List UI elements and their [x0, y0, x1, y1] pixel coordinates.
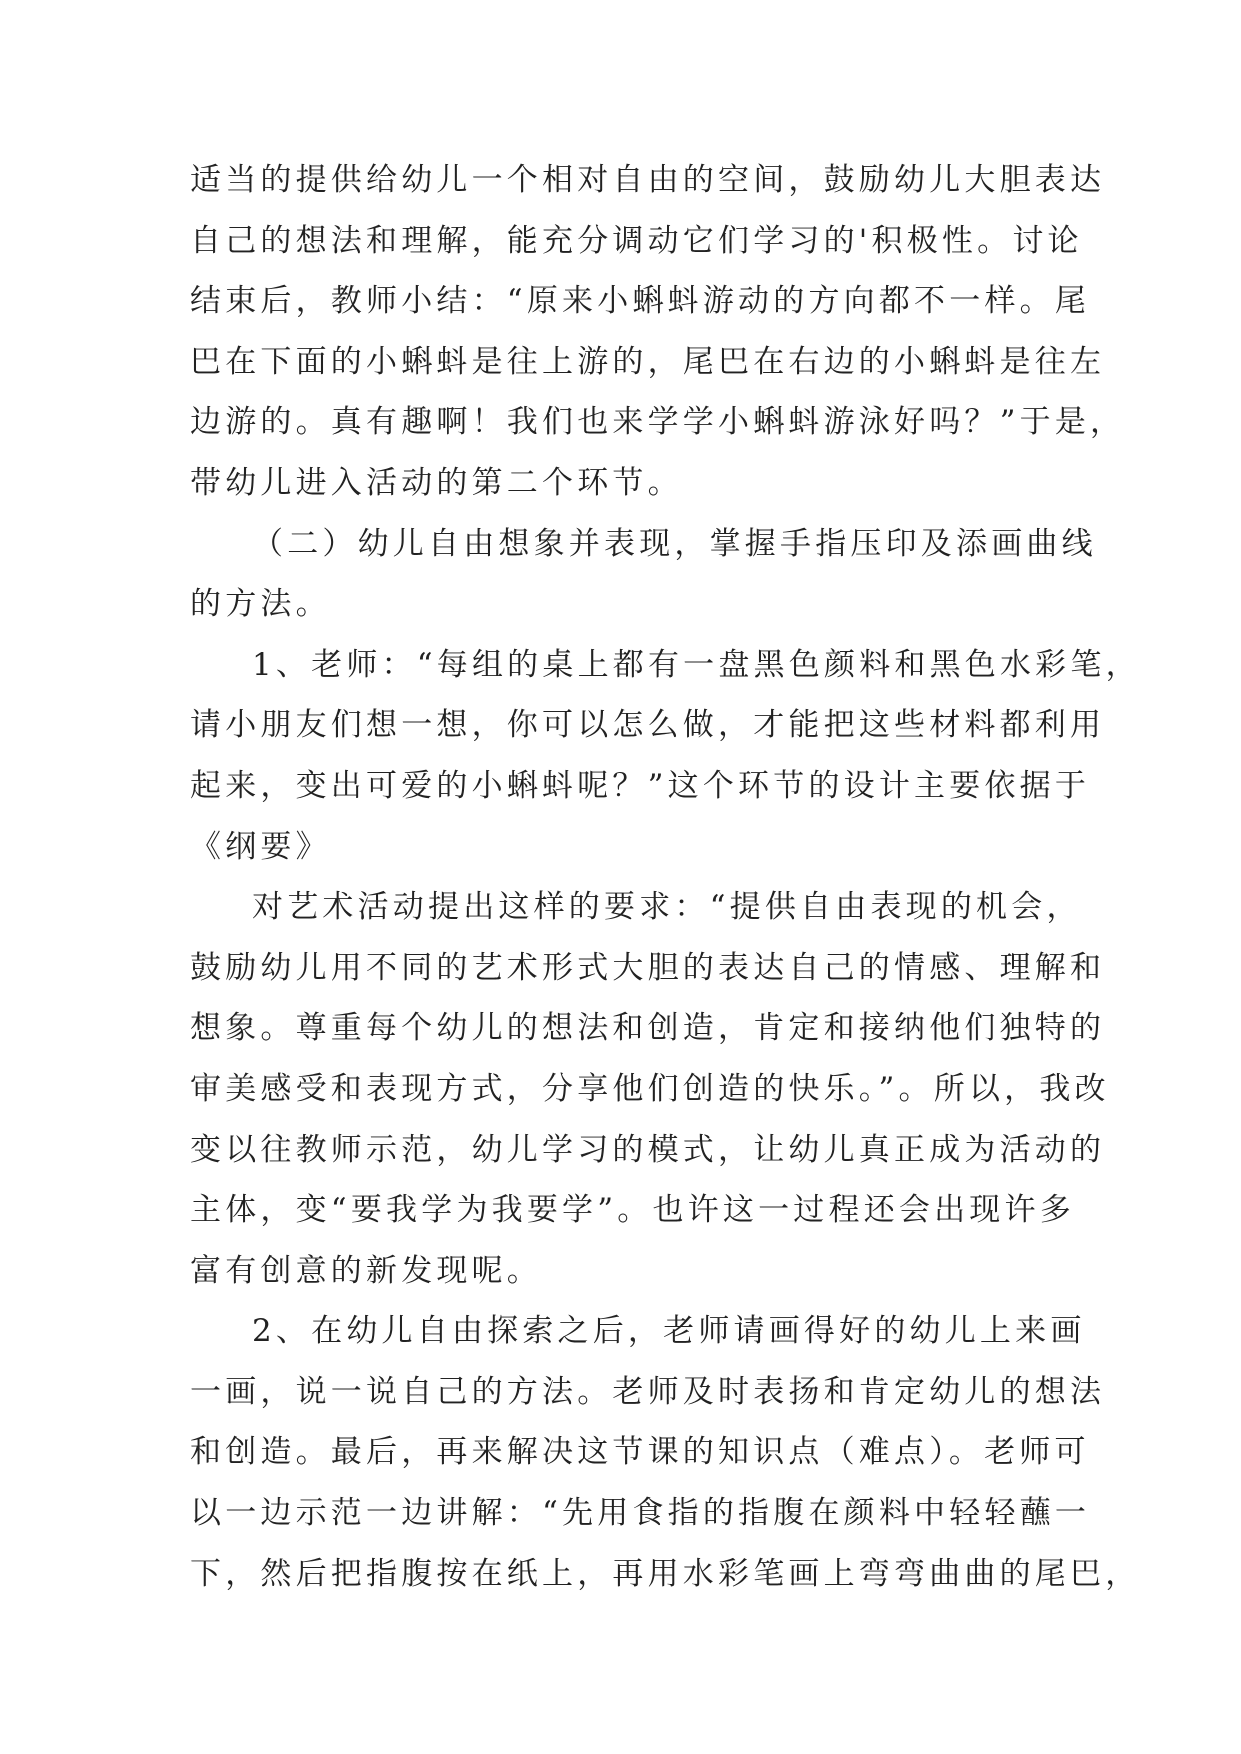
text-line: 2、在幼儿自由探索之后，老师请画得好的幼儿上来画 [252, 1313, 1086, 1350]
paragraph-4 [190, 877, 1110, 1301]
text-line: （二）幼儿自由想象并表现，掌握手指压印及添画曲线 [252, 525, 1097, 562]
text-line: 下，然后把指腹按在纸上，再用水彩笔画上弯弯曲曲的尾巴， [190, 1555, 1141, 1592]
text-line: 边游的。真有趣啊！我们也来学学小蝌蚪游泳好吗？”于是， [190, 404, 1126, 441]
text-line: 变以往教师示范，幼儿学习的模式，让幼儿真正成为活动的 [190, 1131, 1106, 1168]
text-line: 《纲要》 [190, 828, 331, 865]
text-line: 适当的提供给幼儿一个相对自由的空间，鼓励幼儿大胆表达 [190, 162, 1106, 198]
text-line: 一画，说一说自己的方法。老师及时表扬和肯定幼儿的想法 [190, 1373, 1106, 1410]
paragraph-1 [190, 150, 1126, 514]
text-line: 鼓励幼儿用不同的艺术形式大胆的表达自己的情感、理解和 [190, 949, 1106, 986]
paragraph-2 [190, 514, 1097, 635]
text-line: 起来，变出可爱的小蝌蚪呢？”这个环节的设计主要依据于 [190, 767, 1091, 804]
paragraph-3 [190, 635, 1141, 877]
text-line: 带幼儿进入活动的第二个环节。 [190, 464, 683, 501]
text-line: 审美感受和表现方式，分享他们创造的快乐。”。所以，我改 [190, 1070, 1110, 1107]
text-line: 的方法。 [190, 586, 331, 623]
body-text [190, 150, 1141, 1604]
text-line: 巴在下面的小蝌蚪是往上游的，尾巴在右边的小蝌蚪是往左 [190, 343, 1106, 380]
paragraph-5 [190, 1301, 1141, 1604]
text-line: 主体，变“要我学为我要学”。也许这一过程还会出现许多 [190, 1192, 1075, 1229]
text-line: 自己的想法和理解，能充分调动它们学习的'积极性。讨论 [190, 222, 1083, 259]
text-line: 请小朋友们想一想，你可以怎么做，才能把这些材料都利用 [190, 707, 1106, 744]
text-line: 和创造。最后，再来解决这节课的知识点（难点）。老师可 [190, 1434, 1090, 1471]
text-line: 想象。尊重每个幼儿的想法和创造，肯定和接纳他们独特的 [190, 1010, 1106, 1047]
text-line: 对艺术活动提出这样的要求：“提供自由表现的机会， [252, 889, 1082, 926]
text-line: 结束后，教师小结：“原来小蝌蚪游动的方向都不一样。尾 [190, 283, 1091, 320]
text-line: 以一边示范一边讲解：“先用食指的指腹在颜料中轻轻蘸一 [190, 1495, 1091, 1532]
text-line: 1、老师：“每组的桌上都有一盘黑色颜料和黑色水彩笔， [252, 646, 1141, 683]
text-line: 富有创意的新发现呢。 [190, 1252, 542, 1289]
